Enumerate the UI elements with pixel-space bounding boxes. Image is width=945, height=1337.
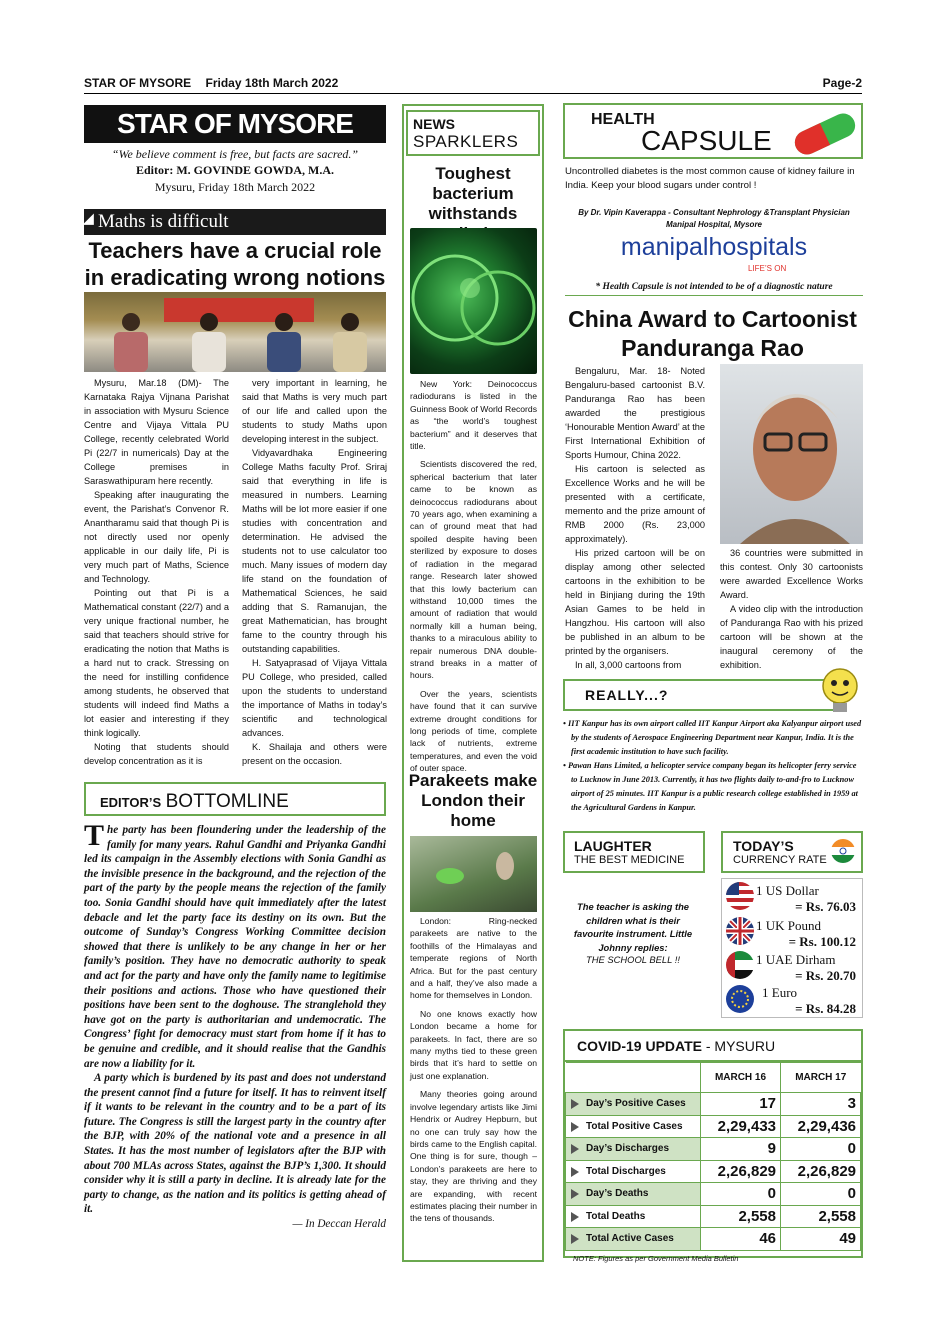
currency-value: = Rs. 20.70: [795, 968, 856, 983]
currency-value: = Rs. 76.03: [795, 899, 856, 914]
bottomline-text: [84, 819, 386, 1232]
paragraph: His prized cartoon will be on display among other selected cartoons in the exhibition to be held in Binjiang during the 19th Asian Games to be held in Hangzhou. His cartoon will also be published in an album to be printed by the organisers.: [565, 548, 705, 656]
cell: 0: [701, 1183, 781, 1206]
table-row: [566, 1160, 861, 1183]
parakeets-headline: Parakeets make London their home: [408, 771, 538, 830]
bacterium-image: [410, 228, 537, 374]
table-row: [566, 1063, 861, 1093]
people-photo-icon: [84, 292, 386, 372]
paper-name: STAR OF MYSORE: [84, 76, 192, 90]
section-bar: [84, 209, 386, 235]
paragraph: H. Satyaprasad of Vijaya Vittala PU College, who presided, called upon the students to understand the importance of Maths in today’s scientific and technological advances.: [242, 658, 387, 738]
column-header: MARCH 16: [701, 1063, 781, 1093]
label-part: SPARKLERS: [413, 132, 519, 151]
maths-photo: [84, 292, 386, 372]
row-label: Day’s Discharges: [566, 1138, 701, 1161]
joke-text: The teacher is asking the children what is their favourite instrument. Little Johnny replies:: [573, 901, 693, 953]
china-headline: China Award to Cartoonist Panduranga Rao: [568, 306, 857, 361]
source: — In Deccan Herald: [292, 1218, 386, 1231]
currency-name: 1 US Dollar: [756, 883, 819, 898]
table-row: [566, 1228, 861, 1251]
paragraph: In all, 3,000 cartoons from: [575, 660, 682, 670]
really-list: [563, 717, 863, 815]
label-part: HEALTH: [591, 111, 655, 128]
header-date: Friday 18th March 2022: [205, 76, 339, 90]
label-part: LAUGHTER: [574, 838, 652, 854]
covid-note: NOTE: Figures as per Government Media Bulletin: [573, 1253, 739, 1263]
paragraph: His cartoon is selected as Excellence Works and he will be presented with a certificate, memento and the prize amount of RMB 2000 (Rs. 23,000 approximately).: [565, 464, 705, 544]
page-number: Page-2: [822, 76, 862, 90]
row-label: Total Active Cases: [566, 1228, 701, 1251]
row-label: Day’s Positive Cases: [566, 1093, 701, 1116]
eu-flag-icon: [726, 985, 754, 1013]
table-row: [566, 1115, 861, 1138]
cell: 0: [781, 1183, 861, 1206]
parakeets-text: [410, 915, 537, 1225]
label-part: EDITOR’S: [100, 795, 162, 810]
masthead-title: STAR OF MYSORE: [84, 105, 386, 143]
cell: 46: [701, 1228, 781, 1251]
laughter-label: [563, 831, 705, 873]
row-label: Total Positive Cases: [566, 1115, 701, 1138]
paragraph: K. Shailaja and others were present on the occasion.: [242, 742, 387, 766]
cell: 49: [781, 1228, 861, 1251]
cell: 3: [781, 1093, 861, 1116]
bacterium-text: [410, 378, 537, 775]
us-flag-icon: [726, 882, 754, 910]
currency-value: = Rs. 100.12: [788, 934, 856, 949]
covid-box: [563, 1029, 863, 1263]
row-label: Day’s Deaths: [566, 1183, 701, 1206]
bottomline-label: [84, 782, 386, 816]
portrait-icon: [720, 364, 863, 544]
paragraph: Noting that students should develop concentration as it is: [84, 742, 229, 766]
cell: 2,29,433: [701, 1115, 781, 1138]
health-byline2: Manipal Hospital, Mysore: [665, 220, 763, 229]
currency-name: 1 Euro: [762, 985, 798, 1000]
parakeets-image: [410, 836, 537, 912]
table-row: [566, 1183, 861, 1206]
health-label: [563, 103, 863, 159]
parakeet-icon: [410, 836, 537, 912]
paragraph: Mysuru, Mar.18 (DM)- The Karnataka Rajya Vijnana Parishat in association with Mysuru Science Centre and Vijaya Vittala PU College, recently celebrated World Pi (22/7 in numericals) Day at the College premises in Saraswathipuram here recently.: [84, 378, 229, 486]
paragraph: Many theories going around involve legendary artists like Jimi Hendrix or Audrey Hepburn, but no one can truly say how the birds came to the English capital. One thing is for sure, though – London’s parakeets are here to stay, they are thriving and they are expanding, with recent estimates placing their number in the tens of thousands.: [410, 1089, 537, 1224]
list-item: • Pawan Hans Limited, a helicopter service company began its helicopter ferry service to Lucknow in June 2013. Currently, it has two flights daily to-and-fro to Lucknow airport of 25 minutes. IIT Kanpur is a public research college established in 1959 at the Agricultural Gardens in Kanpur.: [563, 761, 858, 812]
masthead-motto: “We believe comment is free, but facts are sacred.”: [111, 147, 359, 161]
paragraph: London: Ring-necked parakeets are native to the foothills of the Himalayas and temperate regions of North Africa. But for the past century and a half, they’ve also made a home for themselves in London.: [410, 916, 537, 1001]
joke-punchline: THE SCHOOL BELL !!: [586, 954, 680, 965]
cell: 0: [781, 1138, 861, 1161]
title-text: COVID-19 UPDATE: [577, 1038, 702, 1054]
place-text: - MYSURU: [705, 1038, 776, 1054]
cell: 9: [701, 1138, 781, 1161]
currency-label: [721, 831, 863, 873]
paragraph: Vidyavardhaka Engineering College Maths faculty Prof. Sriraj said that everything in life is measured in numbers. Learning Maths will be lot more easier if one studies with concentration and determination. He advised the students not to use calculator too much. Many issues of modern day life stand on the foundation of Mathematical Sciences, he said adding that S. Ramanujan, the great Mathematician, has brought fame to the country through his outstanding capabilities.: [242, 448, 387, 654]
currency-list: [721, 878, 863, 1018]
uae-flag-icon: [726, 951, 754, 979]
table-row: [566, 1093, 861, 1116]
paragraph: Pointing out that Pi is a Mathematical constant (22/7) and a very unique fractional number, he said that teachers should strive for eradicating the notion that Maths is a hard nut to crack. Stressing on the need for instilling confidence among students, he observed that students will indeed find Maths a lot easier and interesting if they think logically.: [84, 588, 229, 738]
cell: 2,558: [781, 1205, 861, 1228]
logo-tagline: LIFE’S ON: [748, 264, 787, 273]
list-item: • IIT Kanpur has its own airport called IIT Kanpur Airport aka Kalyanpur airport used by the students of Aerospace Engineering Department near Kanpur, India. It is the first academic institution to have such facility.: [563, 719, 862, 756]
label-part: NEWS: [413, 116, 455, 132]
bacterium-headline: Toughest bacterium withstands: [428, 164, 518, 223]
item-text: IIT Kanpur has its own airport called IIT Kanpur Airport aka Kalyanpur airport used by the students of Aerospace Engineering Department near Kanpur, India. It is the first academic institution to have such facility.: [567, 719, 862, 756]
paragraph: No one knows exactly how London became a home for parakeets. In fact, there are so many myths tied to these green birds that it’s hard to settle on just one explanation.: [410, 1008, 537, 1081]
bacterium-icon: [410, 228, 537, 374]
maths-col2: [242, 376, 387, 768]
drop-cap: T: [84, 819, 105, 852]
paragraph: New York: Deinococcus radiodurans is listed in the Guinness Book of World Records as “the world’s toughest bacterium” and it deserves that title.: [410, 379, 537, 452]
paragraph: A party which is burdened by its past and does not understand the present cannot find a future for itself. It has to reinvent itself if it wants to be relevant in the country and to be a part of its future. The Congress is still the largest party in the country after the BJP, with 20% of the national vote and a presence in all States. It has the most number of legislators after the BJP with about 700 MLAs across States, against the BJP’s 1,300. It should consider why it is still a party in decline. It is already late for the party to change, as the nation and its politics is getting ahead of it.: [84, 1072, 386, 1216]
section-label: Maths is difficult: [98, 211, 229, 232]
health-disclaimer: * Health Capsule is not intended to be of a diagnostic nature: [565, 282, 863, 296]
cell: 2,558: [701, 1205, 781, 1228]
label-part: TODAY’S: [733, 838, 794, 854]
paragraph: Scientists discovered the red, spherical bacterium that later came to be known as deinococcus radiodurans about 70 years ago, when examining a can of ground meat that had spoiled despite having been sterilized by exposure to doses of radiation in the megarad range. Research later showed that this lowly bacterium can withstand 10,000 times the amount of radiation that would normally kill a human being, thanks to a miraculous ability to repair numerous DNA double-strand breaks in a matter of hours.: [410, 459, 537, 681]
maths-headline: Teachers have a crucial role in eradicating wrong notions: [84, 238, 386, 290]
paragraph: Speaking after inaugurating the event, the Parishat’s Convenor R. Anantharamu said that though Pi is not directly used nor openly applicable in our daily life, Pi is very much part of Maths, Science and Technology.: [84, 490, 229, 584]
row-label: Total Discharges: [566, 1160, 701, 1183]
health-byline: By Dr. Vipin Kaverappa - Consultant Nephrology &Transplant Physician: [578, 208, 850, 217]
label-part: CURRENCY RATE: [733, 854, 827, 866]
table-row: [566, 1138, 861, 1161]
label-part: CAPSULE: [641, 125, 772, 156]
paragraph: Over the years, scientists have found that it can survive extreme drought conditions for long periods of time, complete lack of nutrients, extreme temperatures, and even the void of outer space.: [410, 688, 537, 774]
column-header: MARCH 17: [781, 1063, 861, 1093]
paragraph: 36 countries were submitted in this contest. Only 30 cartoonists were awarded Excellence Works Award.: [720, 548, 863, 600]
bulb-icon: [818, 664, 864, 720]
page-header: [84, 76, 862, 94]
cartoonist-photo: [720, 364, 863, 544]
cell: 2,29,436: [781, 1115, 861, 1138]
health-text: Uncontrolled diabetes is the most common cause of kidney failure in India. Keep your blood sugars under control !: [565, 166, 855, 191]
really-label: REALLY...?: [563, 679, 835, 711]
manipal-logo: manipalhospitals: [620, 233, 808, 261]
paragraph: Bengaluru, Mar. 18- Noted Bengaluru-based cartoonist B.V. Panduranga Rao has been awarded the prestigious ‘Honourable Mention Award’ at the First International Exhibition of Sports Humour, China 2022.: [565, 366, 705, 460]
row-label: Total Deaths: [566, 1205, 701, 1228]
china-col2: [720, 546, 863, 672]
maths-col1: [84, 376, 229, 768]
covid-title: [565, 1031, 861, 1062]
cell: 2,26,829: [781, 1160, 861, 1183]
capsule-icon: [787, 109, 863, 159]
news-label: [406, 110, 540, 156]
china-col1: [565, 364, 705, 672]
masthead-dateline: Mysuru, Friday 18th March 2022: [154, 180, 316, 194]
label-part: BOTTOMLINE: [165, 791, 289, 812]
paragraph: very important in learning, he said that Maths is very much part of our life and called upon the students to study Maths upon developing interest in the subject.: [242, 378, 387, 444]
paragraph: A video clip with the introduction of Panduranga Rao with his prized cartoon will be shown at the inaugural ceremony of the exhibition.: [720, 604, 863, 670]
label-part: THE BEST MEDICINE: [574, 854, 685, 866]
table-row: [566, 1205, 861, 1228]
currency-value: = Rs. 84.28: [795, 1001, 856, 1016]
currency-name: 1 UK Pound: [756, 918, 822, 933]
uk-flag-icon: [726, 917, 754, 945]
currency-name: 1 UAE Dirham: [756, 952, 836, 967]
covid-table: [565, 1062, 861, 1251]
cell: 2,26,829: [701, 1160, 781, 1183]
india-flag-icon: [831, 839, 855, 863]
cell: 17: [701, 1093, 781, 1116]
paragraph: he party has been floundering under the leadership of the family for many years. Rahul Gandhi and Priyanka Gandhi led its campaign in the Assembly elections with Sonia Gandhi as the invisible presence in the background, and the rejection of the part of the party by the people means the rejection of the family too. Sonia Gandhi should have quit immediately after the latest debacle and let the party face its destiny on its own. But the outcome of Sunday’s Congress Working Committee decision showed that there is unlikely to be any change in her or her family’s position. They have no democratic authority to speak and act for the party and have only the family name to legitimise their positions and actions. Those who have questioned their positions have been sent to the doghouse. The stranglehold they have got on the party is authoritarian and undemocratic. The Congress’ fight for democracy must start from home if it has to be genuine and credible, and it should realise that the Gandhis are now a liability for it.: [84, 824, 386, 1070]
masthead-editor: Editor: M. GOVINDE GOWDA, M.A.: [136, 163, 334, 177]
item-text: Pawan Hans Limited, a helicopter service company began its helicopter ferry service to Lucknow in June 2013. Currently, it has two flights daily to-and-fro to Lucknow airport of 25 minutes. IIT Kanpur is a public research college established in 1959 at the Agricultural Gardens in Kanpur.: [567, 761, 858, 812]
